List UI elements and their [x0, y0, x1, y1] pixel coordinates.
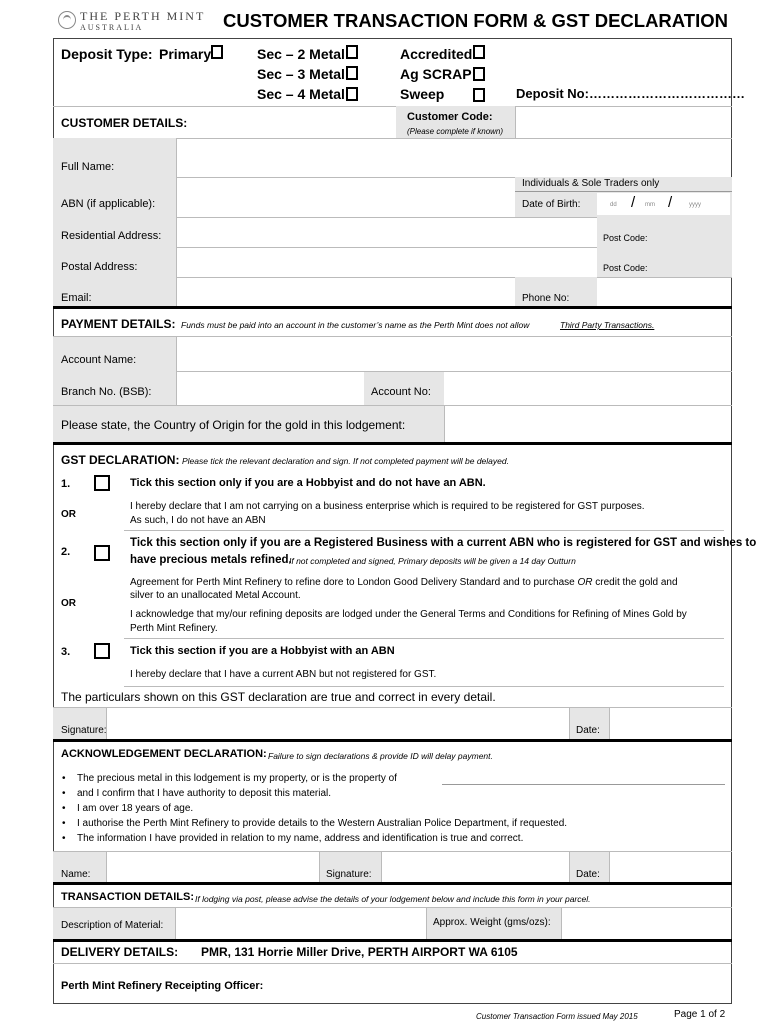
property-owner-field[interactable] [442, 784, 725, 785]
weight-label: Approx. Weight (gms/ozs): [433, 917, 551, 928]
ack-bullet-age: • I am over 18 years of age. [60, 801, 567, 816]
sec4-checkbox[interactable] [346, 87, 358, 101]
primary-label: Primary [159, 46, 212, 62]
postcode-label: Post Code: [603, 263, 648, 273]
sec3-label: Sec – 3 Metal [257, 66, 345, 82]
section-divider [53, 739, 732, 742]
sweep-checkbox[interactable] [473, 88, 485, 102]
dob-yyyy: yyyy [689, 202, 701, 208]
particulars-statement: The particulars shown on this GST declaration are true and correct in every detail. [61, 690, 496, 704]
ack-bullet-property: • The precious metal in this lodgement is my property, or is the property of [60, 771, 567, 786]
option-3-text: I hereby declare that I have a current ABN but not registered for GST. [130, 669, 437, 680]
full-name-label: Full Name: [61, 161, 115, 173]
bsb-field[interactable] [178, 373, 364, 403]
sec2-checkbox[interactable] [346, 45, 358, 59]
customer-details-heading: CUSTOMER DETAILS: [61, 116, 188, 130]
payment-note: Funds must be paid into an account in the customer’s name as the Perth Mint does not allow [181, 320, 530, 330]
divider [609, 707, 610, 739]
gst-date-label: Date: [576, 725, 600, 736]
option-1-text-2: As such, I do not have an ABN [130, 515, 266, 526]
primary-checkbox[interactable] [211, 45, 223, 59]
section-divider [53, 882, 732, 885]
dob-dd: dd [610, 202, 617, 208]
gst-declaration-heading: GST DECLARATION: [61, 453, 180, 467]
form-issue-date: Customer Transaction Form issued May 2015 [476, 1012, 638, 1021]
account-name-label: Account Name: [61, 354, 137, 366]
customer-code-field[interactable] [517, 108, 730, 136]
or-label: OR [61, 598, 76, 609]
acknowledgement-heading: ACKNOWLEDGEMENT DECLARATION: [61, 748, 267, 760]
accredited-checkbox[interactable] [473, 45, 485, 59]
section-divider [53, 442, 732, 445]
option-2-note: If not completed and signed, Primary deposits will be given a 14 day Outturn [289, 556, 576, 566]
receipting-officer-label: Perth Mint Refinery Receipting Officer: [61, 980, 264, 992]
dob-label: Date of Birth: [522, 199, 581, 210]
ack-bullet-police: • I authorise the Perth Mint Refinery to provide details to the Western Australian Police Department, if requested. [60, 816, 567, 831]
sec2-label: Sec – 2 Metal [257, 46, 345, 62]
section-divider [53, 939, 732, 942]
full-name-field[interactable] [178, 140, 730, 176]
ack-bullet-true: • The information I have provided in relation to my name, address and identification is true and correct. [60, 831, 567, 846]
divider [53, 851, 732, 852]
option-2-number: 2. [61, 546, 71, 558]
postal-address-label: Postal Address: [61, 261, 138, 273]
dob-field[interactable] [597, 193, 730, 215]
hobbyist-no-abn-checkbox[interactable] [94, 475, 110, 491]
account-name-field[interactable] [178, 338, 730, 370]
divider [175, 907, 176, 939]
ack-date-label: Date: [576, 869, 600, 880]
divider [381, 851, 382, 882]
section-divider [53, 306, 732, 309]
or-label: OR [61, 509, 76, 520]
option-1-heading: Tick this section only if you are a Hobbyist and do not have an ABN. [130, 477, 486, 489]
gst-date-field[interactable] [611, 709, 730, 737]
option-2-text-3: I acknowledge that my/our refining deposits are lodged under the General Terms and Conditions for Refining of Mines Gold by [130, 609, 687, 620]
accredited-label: Accredited [400, 46, 473, 62]
ack-signature-label: Signature: [326, 869, 372, 880]
residential-postcode-field[interactable] [650, 219, 730, 245]
gst-note: Please tick the relevant declaration and sign. If not completed payment will be delayed. [182, 456, 509, 466]
weight-field[interactable] [563, 909, 730, 937]
postal-postcode-field[interactable] [650, 249, 730, 275]
delivery-details-heading: DELIVERY DETAILS: [61, 945, 179, 959]
registered-business-checkbox[interactable] [94, 545, 110, 561]
divider [319, 851, 320, 882]
postcode-label: Post Code: [603, 233, 648, 243]
ack-date-field[interactable] [611, 853, 730, 880]
residential-address-label: Residential Address: [61, 230, 162, 242]
email-field[interactable] [178, 279, 513, 305]
abn-field[interactable] [178, 179, 513, 215]
individuals-note: Individuals & Sole Traders only [522, 178, 660, 189]
divider [124, 686, 724, 687]
description-field[interactable] [177, 909, 425, 937]
divider [124, 530, 724, 531]
option-2-heading-2: have precious metals refined. [130, 554, 292, 566]
divider [569, 707, 570, 739]
abn-label: ABN (if applicable): [61, 198, 156, 210]
origin-label: Please state, the Country of Origin for the gold in this lodgement: [61, 418, 406, 432]
sweep-label: Sweep [400, 86, 445, 102]
ack-signature-field[interactable] [383, 853, 568, 880]
transaction-details-heading: TRANSACTION DETAILS: [61, 891, 195, 903]
dob-mm: mm [645, 202, 655, 208]
account-no-label: Account No: [371, 386, 431, 398]
option-2-text-2: silver to an unallocated Metal Account. [130, 590, 301, 601]
transaction-note: If lodging via post, please advise the details of your lodgement below and include this form in your parcel. [195, 894, 591, 904]
residential-address-field[interactable] [178, 219, 596, 245]
divider [176, 371, 732, 372]
phone-field[interactable] [599, 279, 730, 305]
form-title: CUSTOMER TRANSACTION FORM & GST DECLARATION [223, 10, 728, 31]
option-2-text: Agreement for Perth Mint Refinery to refine dore to London Good Delivery Standard and to purchase OR credit the gold and [130, 577, 678, 588]
divider [106, 851, 107, 882]
divider [444, 405, 445, 442]
divider [515, 191, 732, 192]
hobbyist-with-abn-checkbox[interactable] [94, 643, 110, 659]
logo-text: THE PERTH MINT [80, 9, 206, 23]
logo-subtext: AUSTRALIA [80, 23, 144, 32]
description-label: Description of Material: [61, 920, 164, 931]
dob-slash: / [631, 194, 636, 211]
option-3-number: 3. [61, 646, 71, 658]
email-label: Email: [61, 292, 92, 304]
option-3-heading: Tick this section if you are a Hobbyist with an ABN [130, 645, 395, 657]
ack-name-field[interactable] [108, 853, 318, 880]
customer-code-label: Customer Code: [407, 111, 493, 123]
dob-slash: / [668, 194, 673, 211]
account-no-field[interactable] [446, 373, 730, 403]
gst-signature-label: Signature: [61, 725, 107, 736]
divider [176, 277, 732, 278]
acknowledgement-list [60, 771, 567, 846]
payment-details-heading: PAYMENT DETAILS: [61, 317, 176, 331]
postal-address-field[interactable] [178, 249, 596, 275]
sec4-label: Sec – 4 Metal [257, 86, 345, 102]
ack-name-label: Name: [61, 869, 91, 880]
delivery-address: PMR, 131 Horrie Miller Drive, PERTH AIRPORT WA 6105 [201, 945, 518, 959]
deposit-number[interactable]: Deposit No:……………………………… [516, 86, 745, 101]
option-2-heading: Tick this section only if you are a Registered Business with a current ABN who is registered for GST and wishes to [130, 537, 757, 549]
divider [53, 707, 732, 708]
phone-label: Phone No: [522, 293, 570, 304]
divider [515, 106, 516, 138]
option-1-text: I hereby declare that I am not carrying on a business enterprise which is required to be registered for GST purposes. [130, 501, 645, 512]
sec3-checkbox[interactable] [346, 66, 358, 80]
divider [609, 851, 610, 882]
option-1-number: 1. [61, 478, 71, 490]
third-party-link[interactable]: Third Party Transactions. [560, 320, 655, 330]
divider [176, 138, 177, 306]
bsb-label: Branch No. (BSB): [61, 386, 152, 398]
divider [561, 907, 562, 939]
deposit-type-label: Deposit Type: [61, 46, 153, 62]
page-number: Page 1 of 2 [674, 1009, 726, 1020]
divider [124, 638, 724, 639]
gst-signature-field[interactable] [108, 709, 568, 737]
divider [53, 963, 732, 964]
acknowledgement-note: Failure to sign declarations & provide ID will delay payment. [268, 751, 493, 761]
origin-field[interactable] [446, 407, 730, 440]
agscrap-checkbox[interactable] [473, 67, 485, 81]
customer-code-note: (Please complete if known) [407, 127, 504, 136]
divider [569, 851, 570, 882]
ack-bullet-authority: • and I confirm that I have authority to deposit this material. [60, 786, 567, 801]
swan-logo-icon [58, 11, 76, 29]
divider [53, 106, 732, 107]
option-2-text-4: Perth Mint Refinery. [130, 623, 218, 634]
divider [426, 907, 427, 939]
agscrap-label: Ag SCRAP [400, 66, 472, 82]
